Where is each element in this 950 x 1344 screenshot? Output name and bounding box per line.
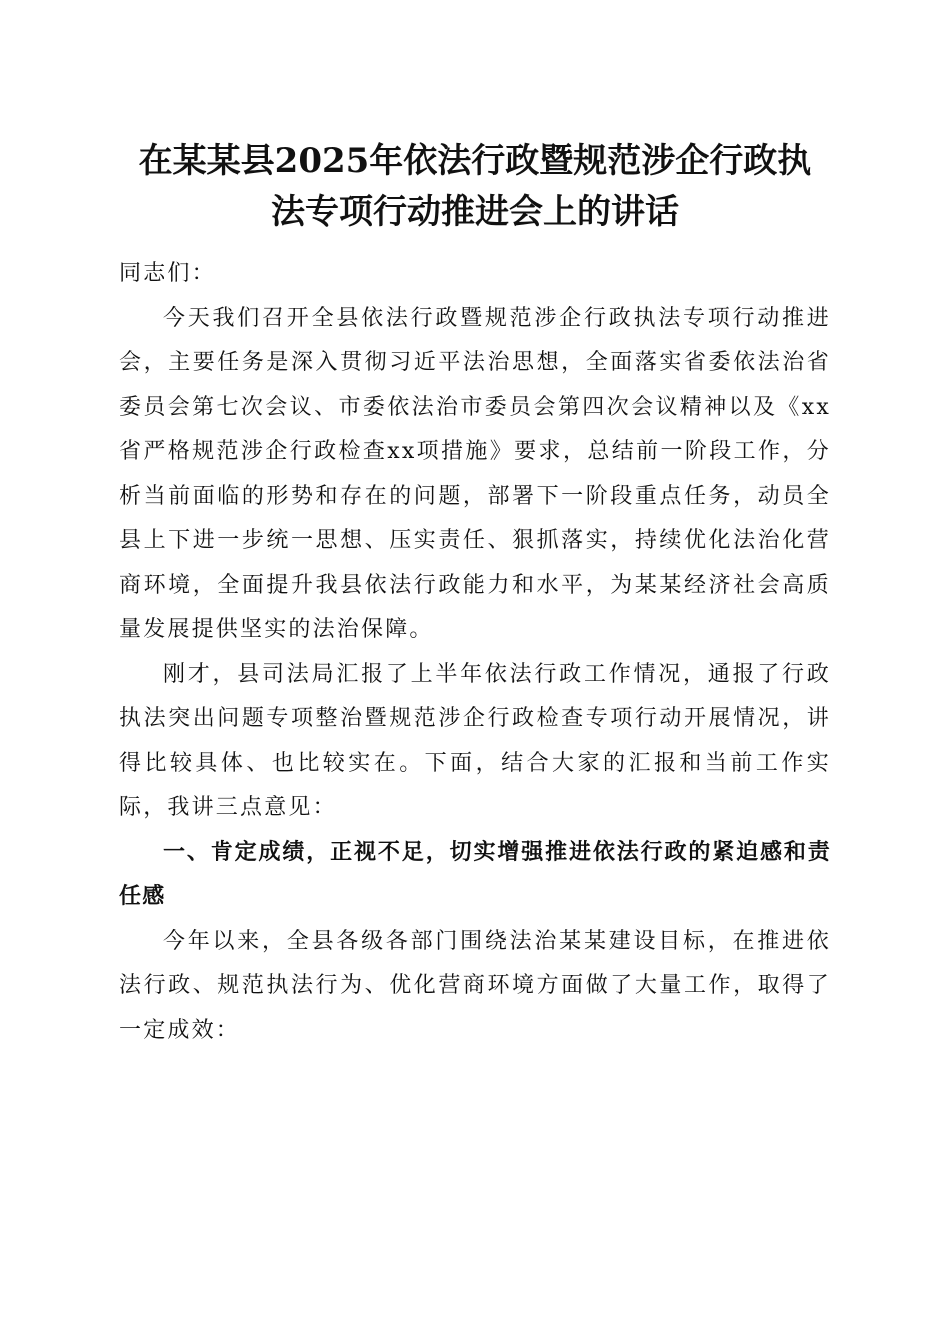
paragraph-opening: 今天我们召开全县依法行政暨规范涉企行政执法专项行动推进会，主要任务是深入贯彻习近平法治思想，全面落实省委依法治省委员会第七次会议、市委依法治市委员会第四次会议精神以及《xx省严格规范涉企行政检查xx项措施》要求，总结前一阶段工作，分析当前面临的形势和存在的问题，部署下一阶段重点任务，动员全县上下进一步统一思想、压实责任、狠抓落实，持续优化法治化营商环境，全面提升我县依法行政能力和水平，为某某经济社会高质量发展提供坚实的法治保障。 — [119, 305, 831, 642]
title-line-1: 在某某县2025年依法行政暨规范涉企行政执 — [138, 141, 812, 181]
paragraph-report-summary: 刚才，县司法局汇报了上半年依法行政工作情况，通报了行政执法突出问题专项整治暨规范涉企行政检查专项行动开展情况，讲得比较具体、也比较实在。下面，结合大家的汇报和当前工作实际，我讲三点意见： — [119, 661, 831, 820]
paragraph-achievements: 今年以来，全县各级各部门围绕法治某某建设目标，在推进依法行政、规范执法行为、优化营商环境方面做了大量工作，取得了一定成效： — [119, 928, 831, 1043]
section-heading-1: 一、肯定成绩，正视不足，切实增强推进依法行政的紧迫感和责任感 — [119, 839, 831, 909]
title-line-2: 法专项行动推进会上的讲话 — [271, 192, 679, 232]
salutation: 同志们： — [119, 261, 216, 286]
document-body — [119, 252, 831, 1053]
document-title — [90, 136, 860, 238]
